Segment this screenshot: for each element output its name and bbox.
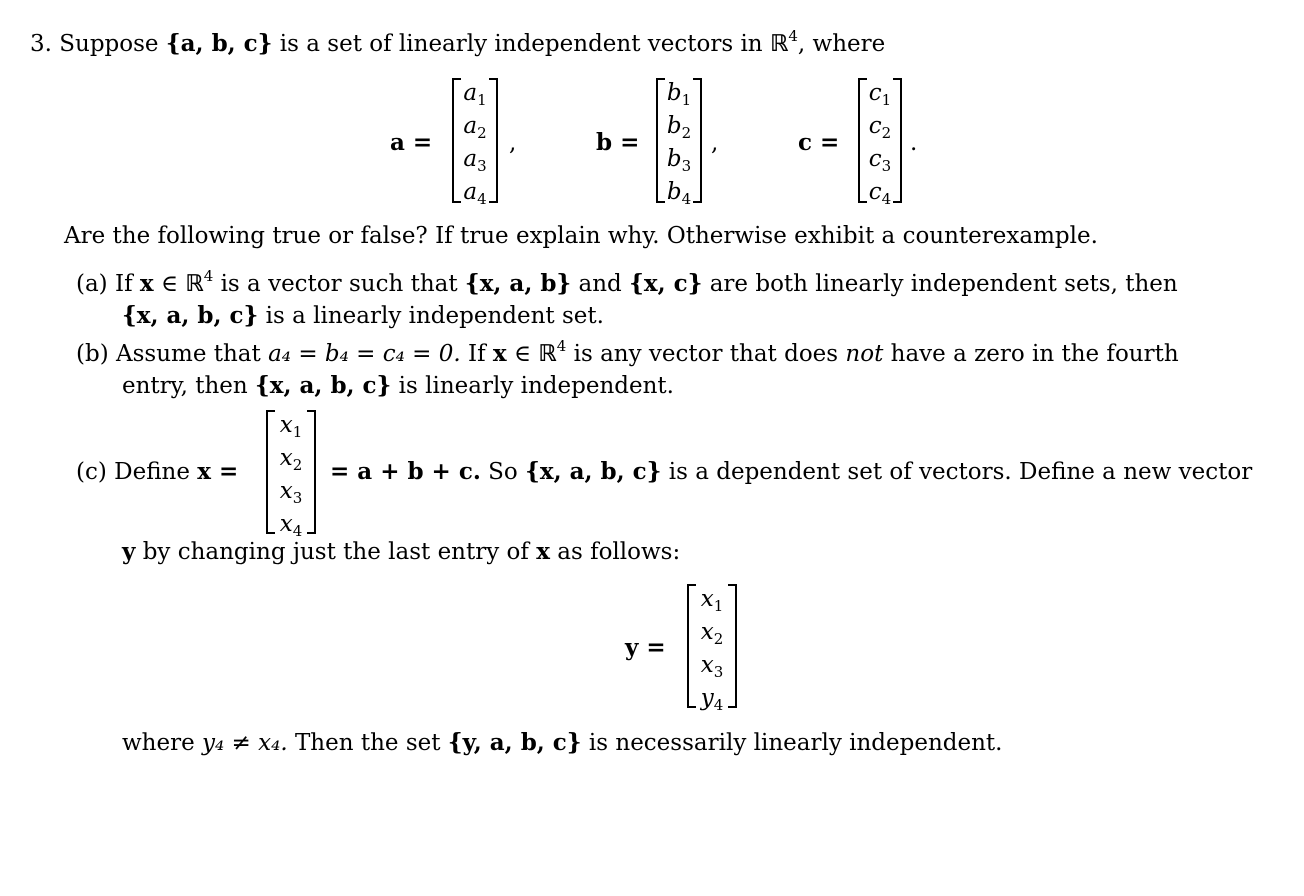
real-space-symbol: ℝ	[769, 31, 789, 57]
vector-a-entry: $a_4$	[463, 179, 487, 208]
vector-b-entry: $b_2$	[666, 113, 692, 142]
vector-c-entry: $c_2$	[868, 113, 892, 142]
part-a-line-1: (a) If x ∈ ℝ$^4$ is a vector such that {x, a, b} and {x, c} are both linearly independent sets, then	[76, 267, 1178, 297]
vector-x-entry: $x_3$	[279, 478, 303, 507]
part-a-label: (a)	[76, 271, 108, 297]
vector-x-entry: $x_2$	[279, 445, 303, 474]
part-c-line-3: where y₄ ≠ x₄. Then the set {y, a, b, c} is necessarily linearly independent.	[122, 729, 1003, 756]
problem-statement: 3. Suppose {a, b, c} is a set of linearly independent vectors in ℝ$^4$, where	[30, 27, 886, 57]
vector-y-entry: $x_2$	[700, 619, 724, 648]
question-text: Are the following true or false? If true explain why. Otherwise exhibit a counterexample.	[64, 223, 1098, 249]
vector-b-label: b =	[596, 129, 640, 156]
vector-y-entry: $x_3$	[700, 652, 724, 681]
vector-c-matrix	[858, 78, 902, 208]
vector-y-matrix	[687, 584, 737, 714]
part-c-line-1: (c) Define x =	[76, 458, 239, 485]
part-b-equation: a₄ = b₄ = c₄ = 0.	[268, 341, 461, 367]
set-abc: {a, b, c}	[165, 30, 273, 57]
part-c-line-2: y by changing just the last entry of x as follows:	[122, 538, 681, 565]
vector-c-entry: $c_4$	[868, 179, 892, 208]
vector-b-entry: $b_1$	[666, 80, 692, 109]
vector-c-entry: $c_1$	[868, 80, 892, 109]
vector-a-separator: ,	[509, 130, 517, 156]
vector-y-entry: $y_4$	[700, 685, 724, 714]
vector-c-separator: .	[910, 130, 918, 156]
problem-number: 3.	[30, 31, 52, 57]
vector-b-separator: ,	[711, 130, 719, 156]
part-c-condition: y₄ ≠ x₄.	[202, 730, 288, 756]
vector-b-entry: $b_4$	[666, 179, 692, 208]
part-b-line-1: (b) Assume that a₄ = b₄ = c₄ = 0. If x ∈ ℝ$^4$ is any vector that does not have a zero in the fourth	[76, 337, 1179, 367]
vector-c-label: c =	[798, 129, 840, 156]
vector-y-entry: $x_1$	[700, 586, 724, 615]
part-a-line-2: {x, a, b, c} is a linearly independent set.	[122, 302, 604, 329]
vector-y-label: y =	[625, 634, 666, 661]
part-c-label: (c)	[76, 459, 107, 485]
vector-a-matrix	[452, 78, 498, 208]
vector-b-matrix	[656, 78, 702, 208]
vector-x-matrix	[266, 410, 316, 540]
vector-b-entry: $b_3$	[666, 146, 692, 175]
vector-x-entry: $x_1$	[279, 412, 303, 441]
vector-c-entry: $c_3$	[868, 146, 892, 175]
vector-a-label: a =	[390, 129, 433, 156]
vector-a-entry: $a_1$	[463, 80, 487, 109]
part-b-label: (b)	[76, 341, 109, 367]
vector-a-entry: $a_3$	[463, 146, 487, 175]
vector-x-entry: $x_4$	[279, 511, 303, 540]
vector-a-entry: $a_2$	[463, 113, 487, 142]
part-c-line-1-cont: = a + b + c. So {x, a, b, c} is a dependent set of vectors. Define a new vector	[330, 458, 1253, 485]
part-b-line-2: entry, then {x, a, b, c} is linearly independent.	[122, 372, 674, 399]
